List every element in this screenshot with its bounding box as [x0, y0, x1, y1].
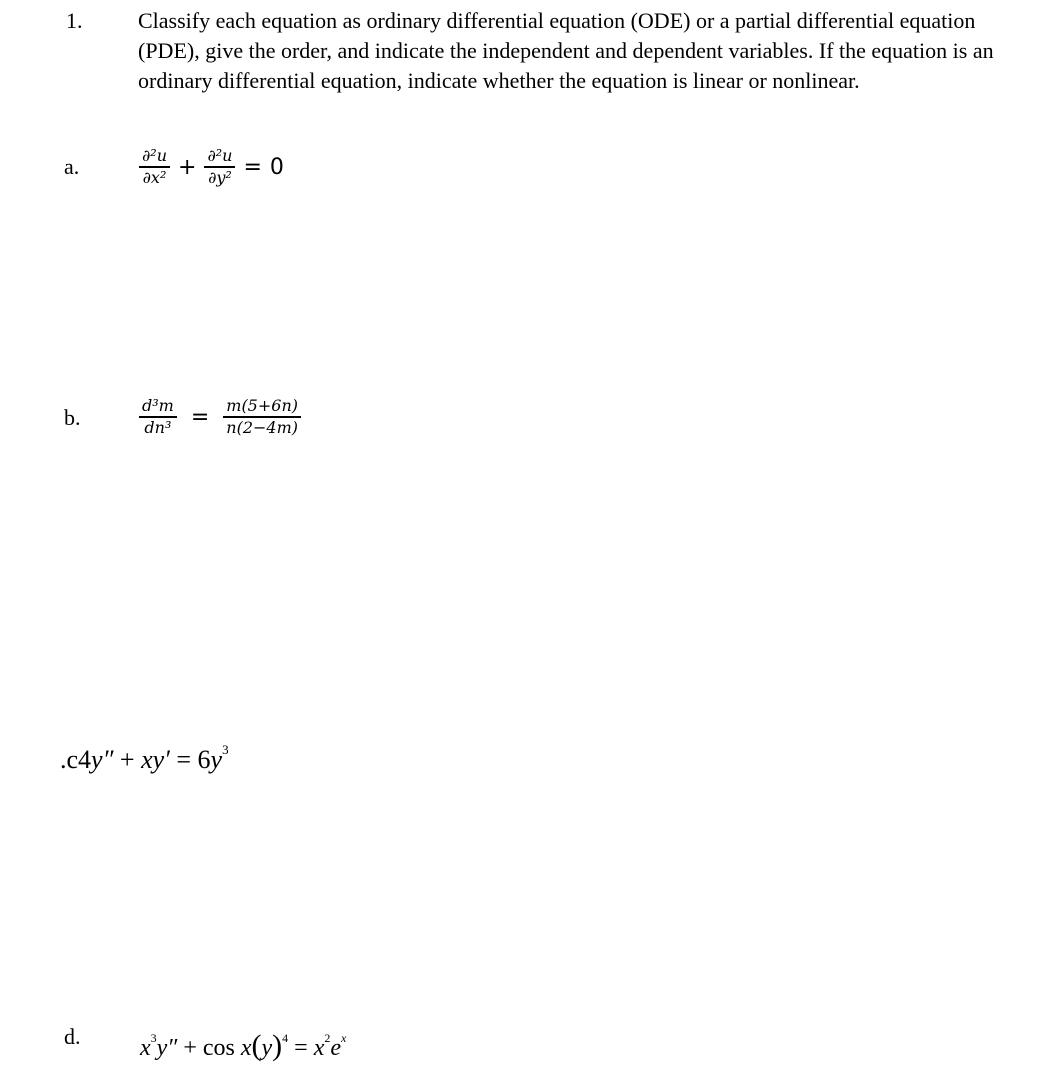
term-x: x [313, 1035, 325, 1061]
term-y: y [210, 745, 223, 774]
term-e: e [330, 1035, 342, 1061]
fraction-denominator: ∂x² [142, 167, 167, 187]
fraction-rhs [223, 396, 301, 438]
rhs-zero: 0 [269, 154, 284, 180]
fraction-d2u-dy2 [204, 146, 235, 188]
equals-sign: = [190, 404, 210, 430]
fraction-denominator: dn³ [144, 417, 172, 437]
plus-sign: + [177, 1035, 203, 1061]
term-y-double-prime: y″ [156, 1035, 178, 1061]
term-xy-prime: xy′ [141, 745, 170, 774]
term-y: y [261, 1035, 273, 1061]
left-paren: ( [251, 1029, 262, 1062]
term-x: x [140, 1035, 151, 1061]
term-y-double-prime: y″ [91, 745, 114, 774]
equals-sign: = [169, 745, 198, 774]
equation-a [135, 141, 288, 193]
exponent: x [341, 1031, 347, 1045]
coefficient: 6 [197, 745, 211, 774]
fraction-numerator: ∂²u [142, 146, 167, 166]
exponent: 4 [282, 1031, 289, 1045]
fraction-denominator: n(2−4m) [226, 417, 298, 437]
term-x: x [234, 1035, 252, 1061]
plus-sign: + [113, 745, 142, 774]
equals-sign: = [288, 1035, 314, 1061]
plus-sign: + [178, 154, 197, 180]
item-c-label: .c [60, 745, 79, 774]
fraction-numerator: ∂²u [207, 146, 233, 166]
equation-d [140, 1018, 346, 1068]
fraction-d2u-dx2 [139, 146, 170, 188]
fraction-numerator: d³m [142, 396, 174, 416]
question-instructions: Classify each equation as ordinary differential equation (ODE) or a partial differential equation (PDE), give the order, and indicate the independent and dependent variables. If the equation is an ordinary differential equation, indicate whether the equation is linear or nonlinear. [138, 8, 994, 93]
exponent: 2 [324, 1031, 331, 1045]
equation-b [135, 391, 305, 443]
coefficient: 4 [78, 745, 92, 774]
equals-sign: = [243, 154, 262, 180]
item-b-label: b. [64, 405, 81, 430]
fraction-d3m-dn3 [139, 396, 177, 438]
fraction-numerator: m(5+6n) [226, 396, 298, 416]
item-a-label: a. [64, 154, 80, 179]
right-paren: ) [272, 1029, 283, 1062]
fraction-denominator: ∂y² [208, 167, 232, 187]
question-number: 1. [66, 8, 83, 33]
exponent: 3 [150, 1031, 157, 1045]
exponent: 3 [222, 742, 229, 757]
equation-c [60, 730, 229, 780]
cos-function: cos [202, 1035, 235, 1061]
item-d-label: d. [64, 1024, 81, 1049]
